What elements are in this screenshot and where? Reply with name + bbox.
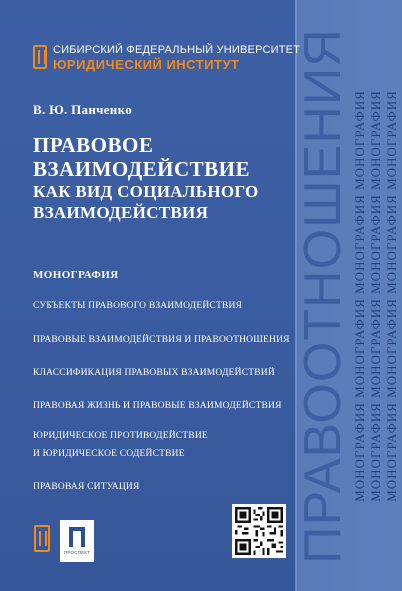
publisher-name: ПРОСПЕКТ [63, 550, 91, 555]
sfu-publisher-logo-icon [34, 525, 50, 552]
spine-repeat-column-1 [352, 0, 368, 591]
contents-item: ПРАВОВАЯ ЖИЗНЬ И ПРАВОВЫЕ ВЗАИМОДЕЙСТВИЯ [33, 401, 282, 411]
contents-item: И ЮРИДИЧЕСКОЕ СОДЕЙСТВИЕ [33, 449, 185, 459]
contents-item: СУБЪЕКТЫ ПРАВОВОГО ВЗАИМОДЕЙСТВИЯ [33, 301, 243, 311]
university-logo-icon [33, 45, 47, 69]
spine-repeat-text-1: МОНОГРАФИЯ МОНОГРАФИЯ МОНОГРАФИЯ МОНОГРАФИЯ [352, 89, 368, 502]
university-name [53, 44, 300, 72]
contents-item: ЮРИДИЧЕСКОЕ ПРОТИВОДЕЙСТВИЕ [33, 431, 208, 441]
contents-item: ПРАВОВЫЕ ВЗАИМОДЕЙСТВИЯ И ПРАВООТНОШЕНИЯ [33, 335, 290, 345]
spine-repeat-text-2: МОНОГРАФИЯ МОНОГРАФИЯ МОНОГРАФИЯ МОНОГРАФИЯ [368, 89, 384, 502]
institute-name: ЮРИДИЧЕСКИЙ ИНСТИТУТ [53, 57, 240, 72]
university-logo-block [33, 44, 300, 72]
spine-repeat-column-2 [368, 0, 384, 591]
prospekt-mark [69, 527, 85, 547]
title-line-1: ПРАВОВОЕ [33, 133, 154, 157]
contents-item: ПРАВОВАЯ СИТУАЦИЯ [33, 482, 140, 492]
title-line-3: КАК ВИД СОЦИАЛЬНОГО [33, 182, 259, 201]
author-name: В. Ю. Панченко [33, 102, 133, 117]
qr-code-icon [232, 504, 286, 558]
title-line-4: ВЗАИМОДЕЙСТВИЯ [33, 203, 209, 222]
spine-big-word-text: ПРАВООТНОШЕНИЯ [294, 27, 353, 564]
spine-big-word [294, 0, 353, 591]
contents-item: КЛАССИФИКАЦИЯ ПРАВОВЫХ ВЗАИМОДЕЙСТВИЙ [33, 368, 275, 378]
book-title [33, 133, 293, 223]
title-line-2: ВЗАИМОДЕЙСТВИЕ [33, 157, 251, 181]
spine-repeat-column-3 [384, 0, 400, 591]
university-name-line1: СИБИРСКИЙ ФЕДЕРАЛЬНЫЙ УНИВЕРСИТЕТ [53, 44, 301, 56]
genre-label: МОНОГРАФИЯ [33, 269, 119, 281]
prospekt-logo-icon [60, 520, 94, 562]
spine-repeat-text-3: МОНОГРАФИЯ МОНОГРАФИЯ МОНОГРАФИЯ МОНОГРАФИЯ [384, 89, 400, 502]
